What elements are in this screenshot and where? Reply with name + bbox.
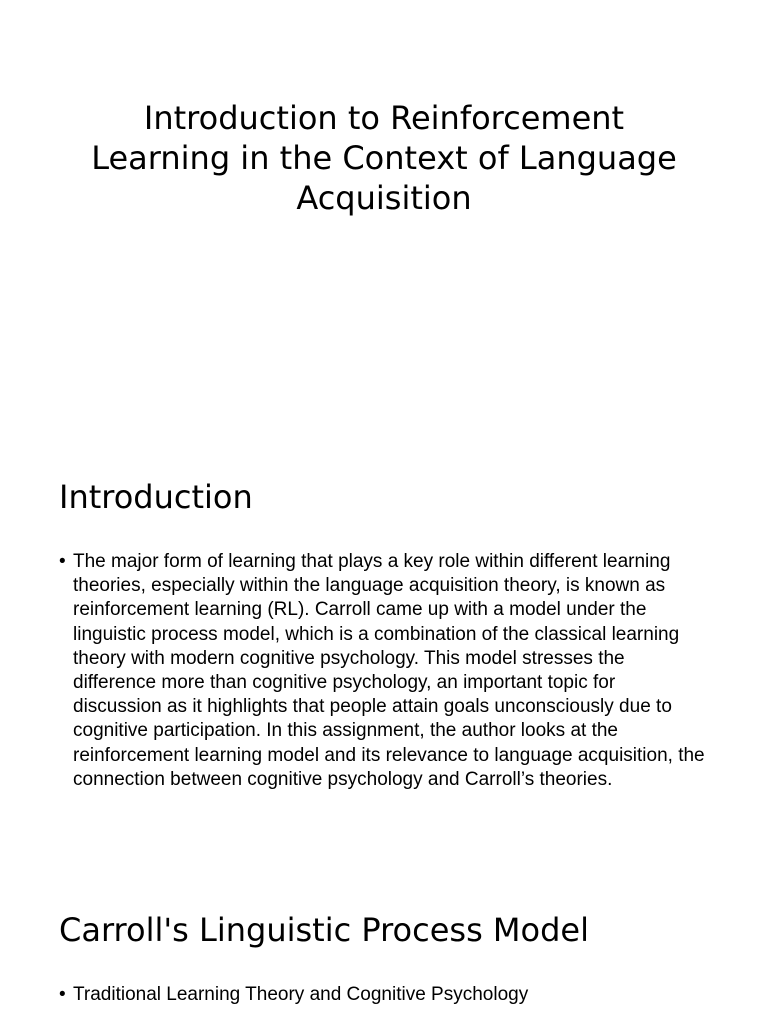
- carroll-model-bullet: [59, 983, 709, 1007]
- slide-title: Introduction to Reinforcement Learning in the Context of Language Acquisition: [91, 99, 677, 217]
- carroll-model-bullet-list: [59, 983, 709, 1007]
- introduction-bullet: [59, 550, 709, 792]
- carroll-model-bullet-text: Traditional Learning Theory and Cognitive Psychology: [73, 984, 529, 1005]
- bullet-icon: •: [59, 551, 66, 572]
- carroll-model-heading: Carroll's Linguistic Process Model: [59, 911, 589, 949]
- introduction-bullet-list: [59, 550, 709, 792]
- bullet-icon: •: [59, 984, 66, 1005]
- introduction-bullet-text: The major form of learning that plays a key role within different learning theories, especially within the language acquisition theory, is known as reinforcement learning (RL). Carroll came up with a model under the linguistic process model, which is a combination of the classical learning theory with modern cognitive psychology. This model stresses the difference more than cognitive psychology, an important topic for discussion as it highlights that people attain goals unconsciously due to cognitive participation. In this assignment, the author looks at the reinforcement learning model and its relevance to language acquisition, the connection between cognitive psychology and Carroll’s theories.: [73, 551, 705, 790]
- introduction-heading: Introduction: [59, 478, 253, 516]
